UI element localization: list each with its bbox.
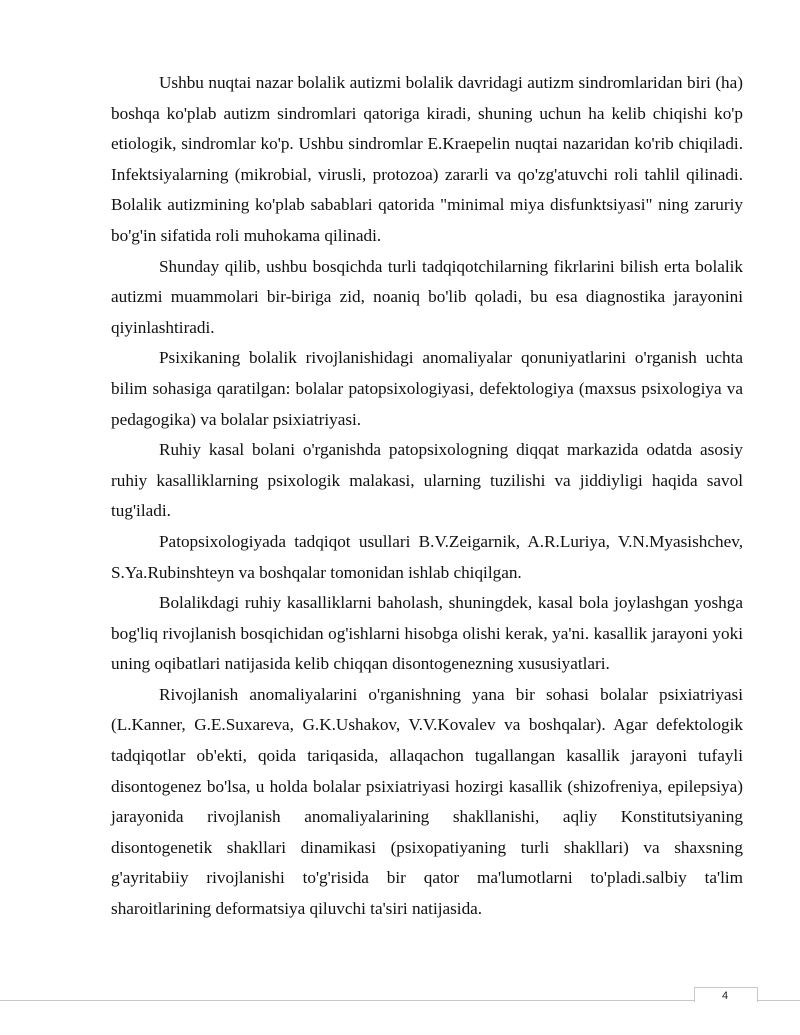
page-number: 4 bbox=[721, 990, 729, 1002]
paragraph-4: Ruhiy kasal bolani o'rganishda patopsixologning diqqat markazida odatda asosiy ruhiy kasalliklarning psixologik malakasi, ularning tuzilishi va jiddiyligi haqida savol tug'iladi. bbox=[111, 440, 743, 521]
paragraph-6: Bolalikdagi ruhiy kasalliklarni baholash, shuningdek, kasal bola joylashgan yoshga bog'liq rivojlanish bosqichidan og'ishlarni hisobga olishi kerak, ya'ni. kasallik jarayoni yoki uning oqibatlari natijasida kelib chiqqan disontogenezning xususiyatlari. bbox=[111, 593, 743, 674]
footer-divider bbox=[0, 1000, 800, 1001]
paragraph-3: Psixikaning bolalik rivojlanishidagi anomaliyalar qonuniyatlarini o'rganish uchta bilim sohasiga qaratilgan: bolalar patopsixologiyasi, defektologiya (maxsus psixologiya va pedagogika) va bolalar psixiatriyasi. bbox=[111, 348, 743, 429]
paragraph-7: Rivojlanish anomaliyalarini o'rganishning yana bir sohasi bolalar psixiatriyasi (L.Kanner, G.E.Suxareva, G.K.Ushakov, V.V.Kovalev va boshqalar). Agar defektologik tadqiqotlar ob'ekti, qoida tariqasida, allaqachon tugallangan kasallik jarayoni tufayli disontogenez bo'lsa, u holda bolalar psixiatriyasi hozirgi kasallik (shizofreniya, epilepsiya) jarayonida rivojlanish anomaliyalarining shakllanishi, aqliy Konstitutsiyaning disontogenetik shakllari dinamikasi (psixopatiyaning turli shakllari) va shaxsning g'ayritabiiy rivojlanishi to'g'risida bir qator ma'lumotlarni to'pladi.salbiy ta'lim sharoitlarining deformatsiya qiluvchi ta'siri natijasida. bbox=[111, 684, 743, 919]
paragraph-5: Patopsixologiyada tadqiqot usullari B.V.Zeigarnik, A.R.Luriya, V.N.Myasishchev, S.Ya.Rubinshteyn va boshqalar tomonidan ishlab chiqilgan. bbox=[111, 531, 743, 582]
document-body bbox=[111, 68, 743, 925]
paragraph-2: Shunday qilib, ushbu bosqichda turli tadqiqotchilarning fikrlarini bilish erta bolalik autizmi muammolari bir-biriga zid, noaniq bo'lib qoladi, bu esa diagnostika jarayonini qiyinlashtiradi. bbox=[111, 256, 743, 337]
paragraph-1: Ushbu nuqtai nazar bolalik autizmi bolalik davridagi autizm sindromlaridan biri (ha) boshqa ko'plab autizm sindromlari qatoriga kiradi, shuning uchun ha kelib chiqishi ko'p etiologik, sindromlar ko'p. Ushbu sindromlar E.Kraepelin nuqtai nazaridan ko'rib chiqiladi. Infektsiyalarning (mikrobial, virusli, protozoa) zararli va qo'zg'atuvchi roli tahlil qilinadi. Bolalik autizmining ko'plab sabablari qatorida "minimal miya disfunktsiyasi" ning zaruriy bo'g'in sifatida roli muhokama qilinadi. bbox=[111, 73, 743, 245]
